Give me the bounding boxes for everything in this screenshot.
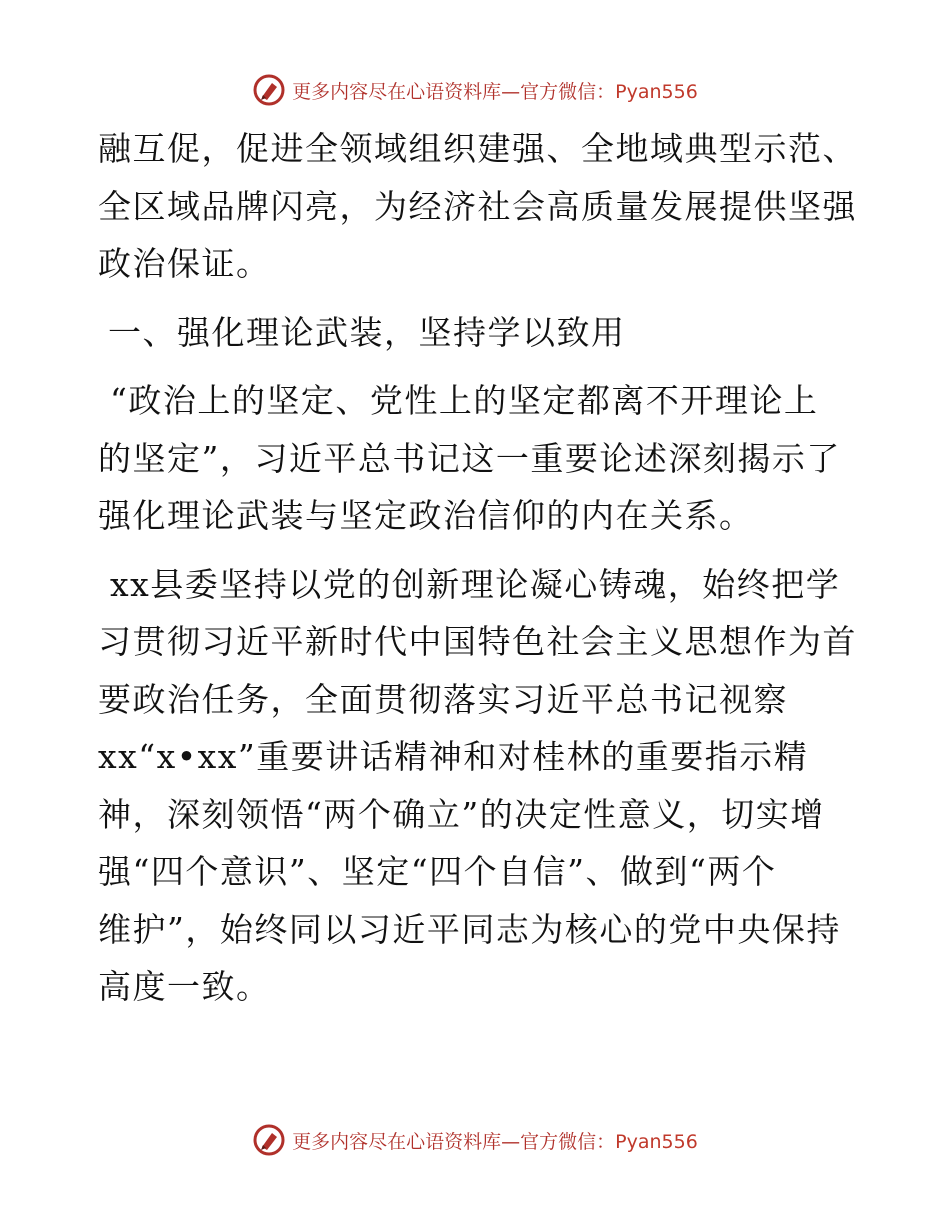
document-body bbox=[98, 120, 858, 1016]
text-line: 政治保证。 bbox=[98, 244, 271, 283]
text-line: 要政治任务，全面贯彻落实习近平总书记视察 bbox=[98, 679, 788, 719]
text-line: 的坚定”，习近平总书记这一重要论述深刻揭示了 bbox=[98, 438, 841, 478]
footer-banner bbox=[0, 1120, 950, 1160]
footer-banner-text: 更多内容尽在心语资料库—官方微信：Pyan556 bbox=[292, 1130, 698, 1153]
pen-nib-seal-icon bbox=[252, 1123, 286, 1157]
text-line: “政治上的坚定、党性上的坚定都离不开理论上 bbox=[110, 381, 819, 420]
paragraph-3 bbox=[98, 556, 858, 1016]
text-line: 强化理论武装与坚定政治信仰的内在关系。 bbox=[98, 496, 754, 535]
text-line: 强“四个意识”、坚定“四个自信”、做到“两个 bbox=[98, 852, 777, 891]
text-line: 高度一致。 bbox=[98, 967, 271, 1006]
text-line: xx县委坚持以党的创新理论凝心铸魂，始终把学 bbox=[110, 564, 841, 604]
text-line: 神，深刻领悟“两个确立”的决定性意义，切实增 bbox=[98, 794, 825, 834]
section-heading: 一、强化理论武装，坚持学以致用 bbox=[108, 312, 626, 352]
paragraph-2 bbox=[98, 372, 858, 545]
footer-banner-contact: Pyan556 bbox=[615, 1130, 698, 1153]
header-banner-contact: Pyan556 bbox=[615, 80, 698, 103]
header-banner bbox=[0, 70, 950, 110]
text-line: 习贯彻习近平新时代中国特色社会主义思想作为首 bbox=[98, 622, 857, 661]
text-line: xx“x•xx”重要讲话精神和对桂林的重要指示精 bbox=[98, 737, 809, 776]
header-banner-text: 更多内容尽在心语资料库—官方微信：Pyan556 bbox=[292, 80, 698, 103]
text-line: 维护”，始终同以习近平同志为核心的党中央保持 bbox=[98, 909, 841, 949]
text-line: 全区域品牌闪亮，为经济社会高质量发展提供坚强 bbox=[98, 186, 857, 226]
pen-nib-seal-icon bbox=[252, 73, 286, 107]
text-line: 融互促，促进全领域组织建强、全地域典型示范、 bbox=[98, 129, 857, 168]
paragraph-1 bbox=[98, 120, 858, 293]
